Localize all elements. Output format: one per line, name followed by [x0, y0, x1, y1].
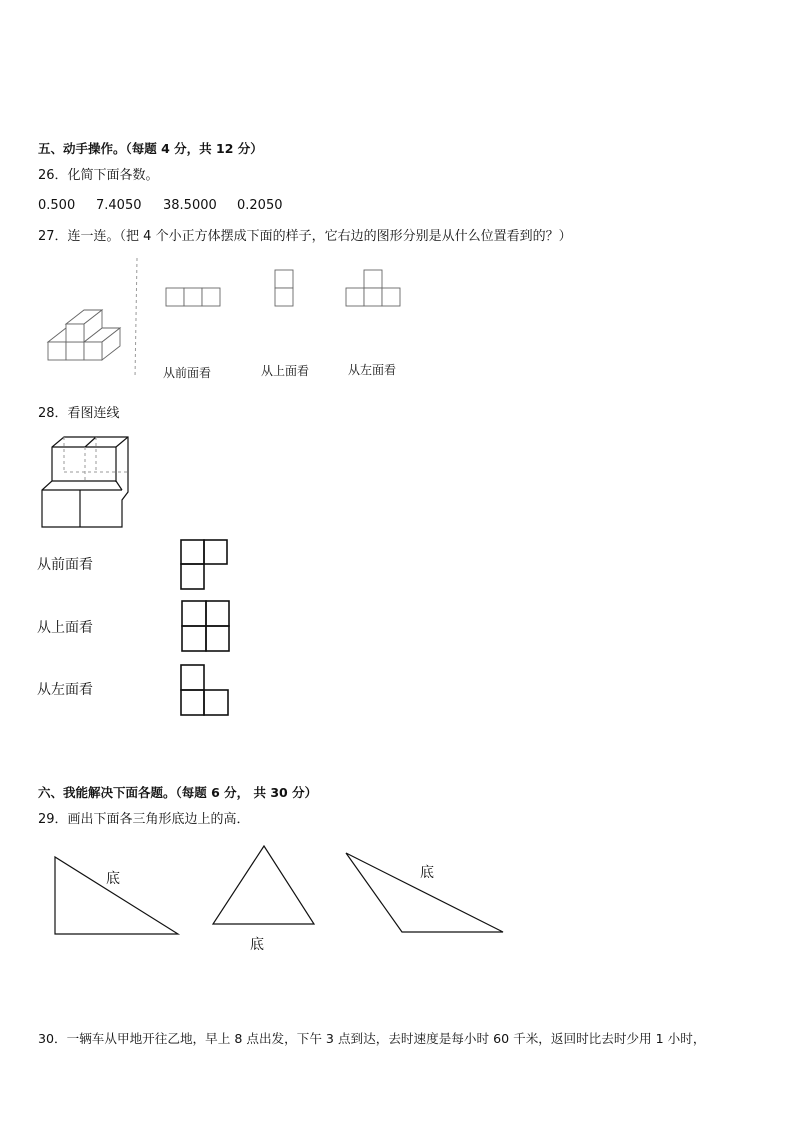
base-label: 底 [420, 865, 434, 881]
question-30-prompt: 30．一辆车从甲地开往乙地，早上 8 点出发，下午 3 点到达，去时速度是每小时 60 千米，返回时比去时少用 1 小时， [38, 1031, 706, 1046]
number-item: 38.5000 [163, 198, 217, 213]
question-28-prompt: 28．看图连线 [38, 406, 120, 421]
view-label-front: 从前面看 [163, 366, 212, 380]
view-label-top: 从上面看 [37, 620, 93, 636]
number-item: 0.2050 [237, 198, 283, 213]
question-26-prompt: 26．化简下面各数。 [38, 168, 159, 183]
view-label-front: 从前面看 [37, 557, 93, 573]
section-5-heading: 五、动手操作。（每题 4 分，共 12 分） [38, 141, 263, 156]
view-label-top: 从上面看 [261, 364, 310, 378]
question-29-prompt: 29．画出下面各三角形底边上的高． [38, 812, 250, 827]
right-triangle [55, 857, 178, 934]
number-item: 7.4050 [96, 198, 142, 213]
view-label-left: 从左面看 [348, 363, 397, 377]
view-label-left: 从左面看 [37, 682, 93, 698]
acute-triangle [213, 846, 314, 924]
question-27-prompt: 27．连一连。（把 4 个小正方体摆成下面的样子，它右边的图形分别是从什么位置看到的？） [38, 229, 572, 244]
number-item: 0.500 [38, 198, 76, 213]
section-6-heading: 六、我能解决下面各题。（每题 6 分， 共 30 分） [38, 785, 318, 800]
base-label: 底 [250, 937, 264, 953]
base-label: 底 [106, 871, 120, 887]
